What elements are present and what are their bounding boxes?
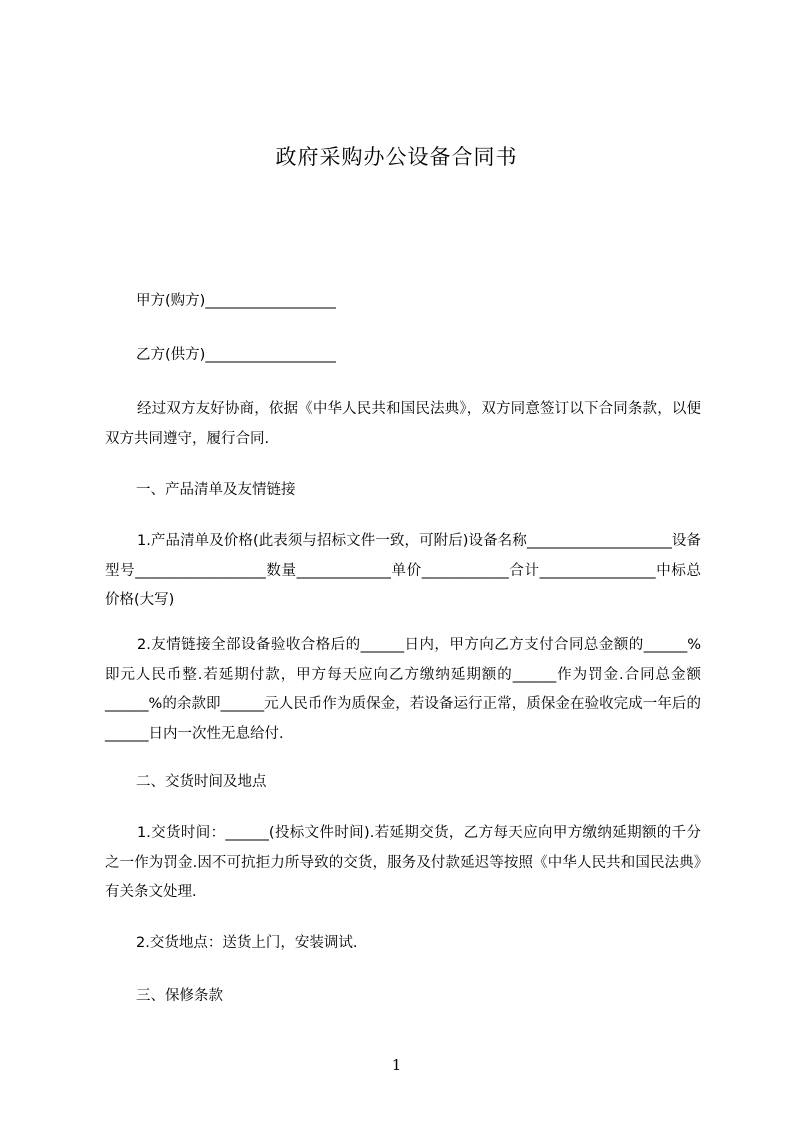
section-2-item-1: 1.交货时间：______(投标文件时间).若延期交货，乙方每天应向甲方缴纳延期额的千分之一作为罚金.因不可抗拒力所导致的交货，服务及付款延迟等按照《中华人民共和国民法典》有关条文处理. <box>105 825 701 900</box>
section-2-heading: 二、交货时间及地点 <box>136 774 267 790</box>
section-1-heading: 一、产品清单及友情链接 <box>136 482 296 498</box>
party-a-line: 甲方(购方)__________________ <box>136 293 336 309</box>
intro-paragraph: 经过双方友好协商，依据《中华人民共和国民法典》，双方同意签订以下合同条款，以便双方共同遵守，履行合同. <box>105 401 701 447</box>
party-b-line: 乙方(供方)__________________ <box>136 347 336 363</box>
section-1-item-2: 2.友情链接全部设备验收合格后的______日内，甲方向乙方支付合同总金额的______%即元人民币整.若延期付款，甲方每天应向乙方缴纳延期额的______作为罚金.合同总金额______%的余款即______元人民币作为质保金，若设备运行正常，质保金在验收完成一年后的______日内一次性无息给付. <box>105 637 701 742</box>
section-3-heading: 三、保修条款 <box>136 988 223 1004</box>
page-number: 1 <box>391 1056 402 1074</box>
section-2-item-2: 2.交货地点：送货上门，安装调试. <box>136 935 358 951</box>
section-1-item-1: 1.产品清单及价格(此表须与招标文件一致，可附后)设备名称____________________设备型号__________________数量_____________单价____________合计________________中标总价格(大写) <box>105 533 701 608</box>
document-title: 政府采购办公设备合同书 <box>275 145 518 169</box>
